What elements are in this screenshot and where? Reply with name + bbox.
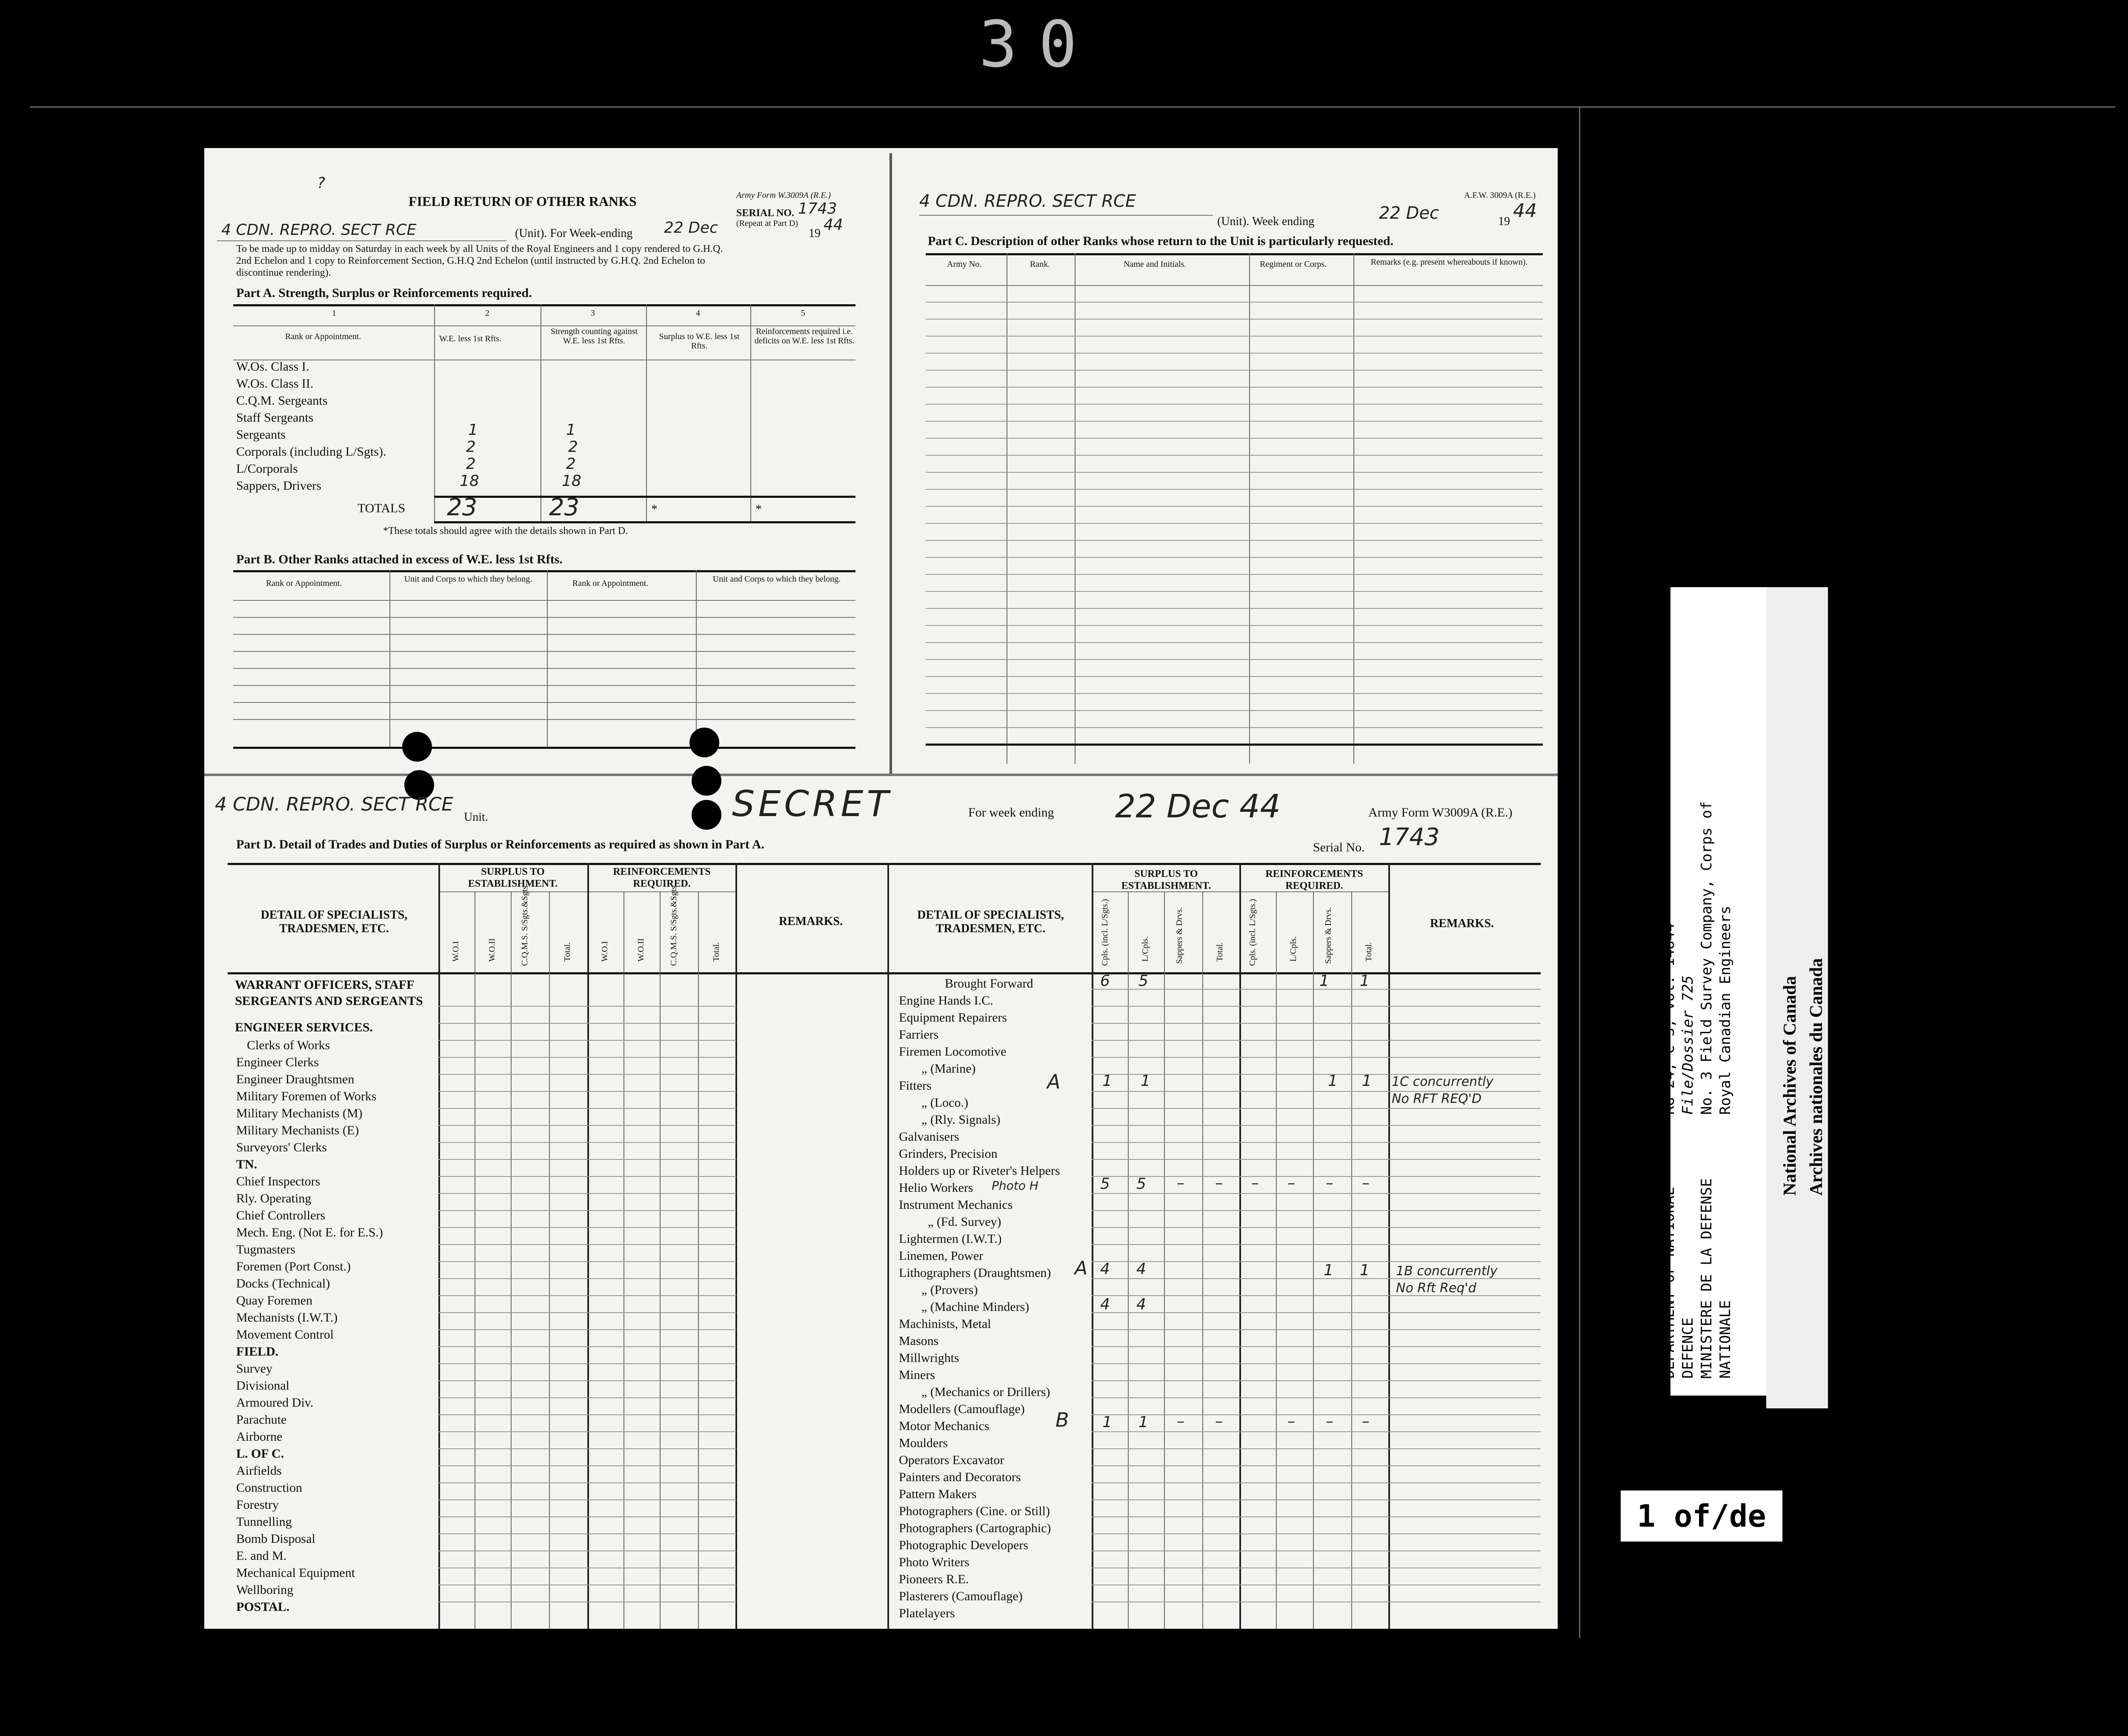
- part-b-header-unit-1: Unit and Corps to which they belong.: [404, 574, 532, 584]
- motor-dash: –: [1362, 1413, 1370, 1430]
- list-item: Divisional: [236, 1379, 289, 1393]
- rank-row-label: C.Q.M. Sergeants: [236, 394, 328, 408]
- part-c-title: Part C. Description of other Ranks whose return to the Unit is particularly requested.: [928, 234, 1394, 248]
- binder-hole: [689, 728, 719, 757]
- helio-dash: –: [1326, 1174, 1333, 1192]
- fitters-marker: A: [1047, 1070, 1061, 1093]
- archive-name-block: [1777, 958, 1830, 1196]
- list-item: Rly. Operating: [236, 1191, 312, 1205]
- motor-dash: –: [1326, 1413, 1333, 1430]
- list-item: „ (Mechanics or Drillers): [921, 1385, 1050, 1399]
- surplus-header-right: SURPLUS TO ESTABLISHMENT.: [1121, 868, 1211, 891]
- col-num-2: 2: [485, 308, 489, 318]
- part-b-header-rank-1: Rank or Appointment.: [266, 579, 342, 588]
- binder-hole: [692, 800, 721, 830]
- archive-dept-block: [1660, 1178, 1735, 1379]
- subcol-label: L/Cpls.: [1289, 936, 1298, 962]
- list-item: POSTAL.: [236, 1600, 290, 1614]
- list-item: Docks (Technical): [236, 1276, 330, 1291]
- we-lcorporals: 2: [466, 455, 476, 473]
- we-corporals: 2: [466, 438, 476, 456]
- list-item: Survey: [236, 1362, 272, 1376]
- fitters-lcpls: 1: [1141, 1072, 1150, 1090]
- list-item: Airfields: [236, 1464, 282, 1478]
- subcol-label: W.O.I: [451, 941, 460, 962]
- list-item: Farriers: [899, 1028, 939, 1042]
- list-item: Movement Control: [236, 1328, 334, 1342]
- subcol-label: Sappers & Drvs.: [1175, 907, 1184, 964]
- list-item: Mech. Eng. (Not E. for E.S.): [236, 1225, 383, 1239]
- unit-label-right: (Unit). Week ending: [1217, 215, 1315, 228]
- bf-sappers-reinf: 1: [1319, 972, 1329, 990]
- archives-en: National Archives of Canada: [1780, 976, 1800, 1196]
- list-item: Holders up or Riveter's Helpers: [899, 1164, 1060, 1178]
- rank-row-label: Sergeants: [236, 428, 286, 442]
- list-item: Engineer Draughtsmen: [236, 1072, 355, 1086]
- serial-note: (Repeat at Part D): [736, 219, 798, 228]
- list-item: Military Foremen of Works: [236, 1089, 377, 1103]
- we-sergeants: 1: [468, 421, 478, 439]
- list-item: Photographic Developers: [899, 1538, 1029, 1552]
- list-item: Bomb Disposal: [236, 1532, 315, 1546]
- litho-machine-lcpls: 4: [1136, 1296, 1146, 1313]
- list-item: WARRANT OFFICERS, STAFF: [235, 978, 415, 992]
- archive-dept-line: DEPARTMENT OF NATIONAL: [1661, 1187, 1678, 1379]
- part-b-title: Part B. Other Ranks attached in excess of W.E. less 1st Rfts.: [236, 552, 563, 566]
- unit-name-right: 4 CDN. REPRO. SECT RCE: [919, 191, 1136, 211]
- archive-ref-block: [1660, 801, 1735, 1115]
- archive-ref-line: Royal Canadian Engineers: [1717, 905, 1734, 1115]
- remarks-header-right: REMARKS.: [1430, 917, 1494, 930]
- frame-border-top: [30, 106, 2115, 108]
- totals-strength: 23: [549, 494, 580, 521]
- col-num-5: 5: [801, 308, 805, 318]
- strength-corporals: 2: [568, 438, 578, 456]
- page-fold-vertical: [890, 153, 892, 774]
- list-item: Foremen (Port Const.): [236, 1259, 351, 1273]
- litho-marker: A: [1075, 1257, 1088, 1279]
- week-year-prefix: 19: [809, 227, 821, 240]
- binder-hole: [692, 766, 721, 796]
- subcol-label: Cpls. (incl. L/Sgts.): [1100, 899, 1110, 966]
- list-item: Millwrights: [899, 1351, 959, 1365]
- rank-row-label: L/Corporals: [236, 462, 298, 476]
- list-item: Airborne: [236, 1430, 283, 1444]
- subcol-label: W.O.II: [636, 938, 646, 962]
- list-item: Instrument Mechanics: [899, 1198, 1013, 1212]
- rank-row-label: Staff Sergeants: [236, 411, 314, 425]
- list-item: Tunnelling: [236, 1515, 292, 1529]
- list-item: Mechanical Equipment: [236, 1566, 355, 1580]
- list-item: Equipment Repairers: [899, 1011, 1007, 1025]
- list-item: Engine Hands I.C.: [899, 994, 993, 1008]
- archive-ref-line: File/Dossier 725: [1679, 975, 1696, 1115]
- frame-border-right: [1579, 106, 1580, 1638]
- list-item: Fitters: [899, 1079, 932, 1093]
- part-a-title: Part A. Strength, Surplus or Reinforcements required.: [236, 286, 532, 300]
- list-item: Chief Controllers: [236, 1208, 326, 1222]
- list-item: Firemen Locomotive: [899, 1045, 1007, 1059]
- bf-lcpls: 5: [1138, 972, 1148, 990]
- list-item: Platelayers: [899, 1606, 955, 1620]
- part-c-header-remarks: Remarks (e.g. present whereabouts if known).: [1370, 257, 1528, 267]
- list-item: Masons: [899, 1334, 939, 1348]
- part-d-unit-label: Unit.: [464, 811, 488, 824]
- archive-dept-line: DEFENCE: [1679, 1317, 1696, 1379]
- list-item: Lightermen (I.W.T.): [899, 1232, 1002, 1246]
- list-item: Engineer Clerks: [236, 1055, 319, 1069]
- instructions-line-3: discontinue rendering).: [236, 267, 331, 278]
- helio-dash: –: [1362, 1174, 1370, 1192]
- part-c-ruled-lines: [926, 285, 1543, 766]
- list-item: Military Mechanists (M): [236, 1106, 363, 1120]
- we-sappers: 18: [460, 472, 479, 490]
- list-item: Mechanists (I.W.T.): [236, 1311, 338, 1325]
- helio-dash: –: [1251, 1174, 1259, 1192]
- list-item: Armoured Div.: [236, 1396, 314, 1410]
- list-item: Motor Mechanics: [899, 1419, 990, 1433]
- reinf-header-left: REINFORCEMENTS REQUIRED.: [613, 866, 711, 889]
- part-d-week-value: 22 Dec 44: [1115, 787, 1281, 825]
- list-item: „ (Rly. Signals): [921, 1113, 1001, 1127]
- motor-cpls: 1: [1102, 1413, 1112, 1431]
- subcol-label: Cpls. (incl. L/Sgts.): [1248, 899, 1257, 966]
- list-item: Linemen, Power: [899, 1249, 984, 1263]
- header-reinforcements: Reinforcements required i.e. deficits on W.E. less 1st Rfts.: [754, 327, 855, 345]
- reinf-header-right: REINFORCEMENTS REQUIRED.: [1265, 868, 1363, 891]
- week-year: 44: [824, 216, 843, 234]
- subcol-label: Total.: [712, 942, 721, 962]
- list-item: Painters and Decorators: [899, 1470, 1021, 1484]
- list-item: Photo Writers: [899, 1555, 970, 1569]
- helio-dash: –: [1215, 1174, 1223, 1192]
- list-item: Military Mechanists (E): [236, 1123, 359, 1137]
- motor-lcpls: 1: [1138, 1413, 1148, 1431]
- form-id-right: A.F.W. 3009A (R.E.): [1464, 191, 1536, 200]
- strength-sergeants: 1: [566, 421, 576, 439]
- part-b-header-unit-2: Unit and Corps to which they belong.: [712, 574, 841, 584]
- list-item: Forestry: [236, 1498, 279, 1512]
- list-item: Tugmasters: [236, 1242, 295, 1256]
- strength-sappers: 18: [562, 472, 581, 490]
- serial-number: 1743: [798, 200, 837, 217]
- litho-sappers-reinf: 1: [1324, 1262, 1333, 1279]
- litho-total-reinf: 1: [1360, 1262, 1370, 1279]
- list-item: Galvanisers: [899, 1130, 959, 1144]
- list-item: Parachute: [236, 1413, 287, 1427]
- subcol-label: Total.: [1215, 942, 1224, 962]
- list-item: Wellboring: [236, 1583, 294, 1597]
- part-c-header-name: Name and Initials.: [1124, 260, 1187, 269]
- list-item: Modellers (Camouflage): [899, 1402, 1025, 1416]
- list-item: „ (Loco.): [921, 1096, 968, 1110]
- part-d-detail-header-right: DETAIL OF SPECIALISTS, TRADESMEN, ETC.: [917, 908, 1064, 935]
- subcol-label: W.O.II: [487, 938, 497, 962]
- secret-mark: SECRET: [732, 783, 892, 825]
- archive-ref-line: RG 24, C-3, vol. 14844: [1661, 923, 1678, 1115]
- totals-we: 23: [447, 494, 478, 521]
- header-we: W.E. less 1st Rfts.: [439, 334, 501, 343]
- totals-surplus-star: *: [651, 502, 658, 516]
- header-surplus: Surplus to W.E. less 1st Rfts.: [659, 332, 740, 351]
- unit-name: 4 CDN. REPRO. SECT RCE: [221, 221, 417, 239]
- list-item: „ (Machine Minders): [921, 1300, 1030, 1314]
- subcol-label: C.Q.M.S. S/Sgts.&Sgts.: [669, 884, 678, 966]
- totals-reinf-star: *: [755, 502, 762, 516]
- fitters-remark-1: 1C concurrently: [1392, 1074, 1493, 1089]
- rank-row-label: W.Os. Class II.: [236, 377, 314, 391]
- list-item: Photographers (Cartographic): [899, 1521, 1051, 1535]
- litho-machine-cpls: 4: [1100, 1296, 1110, 1313]
- part-c-header-army-no: Army No.: [947, 260, 982, 269]
- rank-signature: ?: [317, 174, 326, 192]
- litho-cpls: 4: [1100, 1260, 1110, 1278]
- list-item: Pattern Makers: [899, 1487, 977, 1501]
- part-d-detail-header-left: DETAIL OF SPECIALISTS, TRADESMEN, ETC.: [260, 908, 408, 935]
- rank-row-label: Corporals (including L/Sgts).: [236, 445, 386, 459]
- archive-ref-line: No. 3 Field Survey Company, Corps of: [1698, 801, 1715, 1115]
- list-item: Brought Forward: [945, 976, 1033, 991]
- bf-total-reinf: 1: [1360, 972, 1370, 990]
- subcol-label: Total.: [1364, 942, 1373, 962]
- litho-lcpls: 4: [1136, 1260, 1146, 1278]
- week-year-prefix-right: 19: [1498, 215, 1510, 228]
- archives-fr: Archives nationales du Canada: [1807, 958, 1826, 1196]
- subcol-label: Sappers & Drvs.: [1324, 907, 1333, 964]
- motor-marker: B: [1055, 1408, 1069, 1431]
- col-num-4: 4: [696, 308, 700, 318]
- list-item: Quay Foremen: [236, 1293, 313, 1308]
- list-item: Surveyors' Clerks: [236, 1140, 327, 1154]
- subcol-label: Total.: [563, 942, 572, 962]
- strength-lcorporals: 2: [566, 455, 576, 473]
- serial-label: SERIAL NO.: [736, 208, 795, 219]
- helio-lcpls: 5: [1136, 1175, 1146, 1193]
- list-item: Grinders, Precision: [899, 1147, 998, 1161]
- subcol-label: L/Cpls.: [1141, 936, 1150, 962]
- list-item: Chief Inspectors: [236, 1174, 320, 1188]
- list-item: Moulders: [899, 1436, 948, 1450]
- helio-marker: Photo H: [992, 1179, 1038, 1193]
- frame-number: 30: [979, 8, 1098, 82]
- list-item: TN.: [236, 1157, 257, 1171]
- archive-dept-line: MINISTERE DE LA DEFENSE: [1698, 1178, 1715, 1379]
- binder-hole: [402, 732, 432, 762]
- list-item: Construction: [236, 1481, 302, 1495]
- litho-remark-2: No Rft Req'd: [1396, 1281, 1476, 1296]
- form-id: Army Form W.3009A (R.E.): [736, 191, 831, 200]
- fitters-total-reinf: 1: [1362, 1072, 1372, 1090]
- week-ending-day: 22 Dec: [664, 219, 718, 237]
- list-item: SERGEANTS AND SERGEANTS: [235, 994, 423, 1008]
- list-item: Pioneers R.E.: [899, 1572, 969, 1586]
- archive-dept-line: NATIONALE: [1717, 1300, 1734, 1379]
- part-d-serial-label: Serial No.: [1313, 840, 1365, 854]
- surplus-header-left: SURPLUS TO ESTABLISHMENT.: [468, 866, 558, 889]
- motor-dash: –: [1215, 1413, 1223, 1430]
- list-item: Photographers (Cine. or Still): [899, 1504, 1050, 1518]
- list-item: Clerks of Works: [247, 1038, 330, 1052]
- col-num-1: 1: [332, 308, 336, 318]
- header-strength: Strength counting against W.E. less 1st Rfts.: [550, 327, 638, 345]
- part-d-week-label: For week ending: [968, 805, 1054, 819]
- helio-cpls: 5: [1100, 1175, 1110, 1193]
- list-item: Plasterers (Camouflage): [899, 1589, 1023, 1603]
- week-year-right: 44: [1513, 200, 1537, 222]
- instructions-line-1: To be made up to midday on Saturday in each week by all Units of the Royal Engineers and 1 copy rendered to G.H.Q.: [236, 243, 723, 254]
- remarks-header-left: REMARKS.: [779, 915, 843, 928]
- subcol-label: C.Q.M.S. S/Sgts.&Sgts.: [520, 884, 529, 966]
- unit-label: (Unit). For Week-ending: [515, 227, 633, 240]
- list-item: ENGINEER SERVICES.: [235, 1020, 373, 1034]
- fitters-cpls: 1: [1102, 1072, 1112, 1090]
- col-num-3: 3: [591, 308, 595, 318]
- list-item: Machinists, Metal: [899, 1317, 991, 1331]
- helio-dash: –: [1287, 1174, 1295, 1192]
- part-d-unit: 4 CDN. REPRO. SECT RCE: [215, 794, 454, 815]
- helio-dash: –: [1177, 1174, 1184, 1192]
- list-item: E. and M.: [236, 1549, 287, 1563]
- list-item: Miners: [899, 1368, 935, 1382]
- week-day-right: 22 Dec: [1379, 203, 1439, 223]
- totals-note: *These totals should agree with the details shown in Part D.: [383, 525, 628, 537]
- fitters-remark-2: No RFT REQ'D: [1392, 1091, 1482, 1106]
- instructions-line-2: 2nd Echelon and 1 copy to Reinforcement Section, G.H.Q 2nd Echelon (until instructed by G.H.Q. 2nd Echelon to: [236, 255, 705, 266]
- list-item: „ (Marine): [921, 1062, 976, 1076]
- part-d-form-id: Army Form W3009A (R.E.): [1368, 805, 1513, 819]
- rank-row-label: Sappers, Drivers: [236, 479, 321, 493]
- subcol-label: W.O.I: [600, 941, 609, 962]
- list-item: „ (Provers): [921, 1283, 978, 1297]
- part-d-title: Part D. Detail of Trades and Duties of Surplus or Reinforcements as required as shown in Part A.: [236, 837, 764, 851]
- rank-row-label: W.Os. Class I.: [236, 360, 309, 374]
- form-title: FIELD RETURN OF OTHER RANKS: [409, 194, 637, 209]
- part-b-header-rank-2: Rank or Appointment.: [572, 579, 649, 588]
- bf-cpls: 6: [1100, 972, 1110, 990]
- motor-dash: –: [1177, 1413, 1184, 1430]
- list-item: L. OF C.: [236, 1447, 284, 1461]
- header-rank: Rank or Appointment.: [285, 332, 361, 341]
- page-count-badge: 1 of/de: [1619, 1489, 1784, 1543]
- part-d-serial-number: 1743: [1379, 823, 1440, 851]
- list-item: Operators Excavator: [899, 1453, 1004, 1467]
- list-item: „ (Fd. Survey): [928, 1215, 1001, 1229]
- motor-dash: –: [1287, 1413, 1295, 1430]
- fitters-sappers-reinf: 1: [1328, 1072, 1338, 1090]
- list-item: Helio Workers: [899, 1181, 973, 1195]
- part-c-header-regiment: Regiment or Corps.: [1260, 260, 1327, 269]
- part-c-header-rank: Rank.: [1030, 260, 1050, 269]
- list-item: Lithographers (Draughtsmen): [899, 1266, 1051, 1280]
- list-item: FIELD.: [236, 1345, 279, 1359]
- litho-remark-1: 1B concurrently: [1396, 1264, 1498, 1279]
- totals-label: TOTALS: [358, 501, 406, 515]
